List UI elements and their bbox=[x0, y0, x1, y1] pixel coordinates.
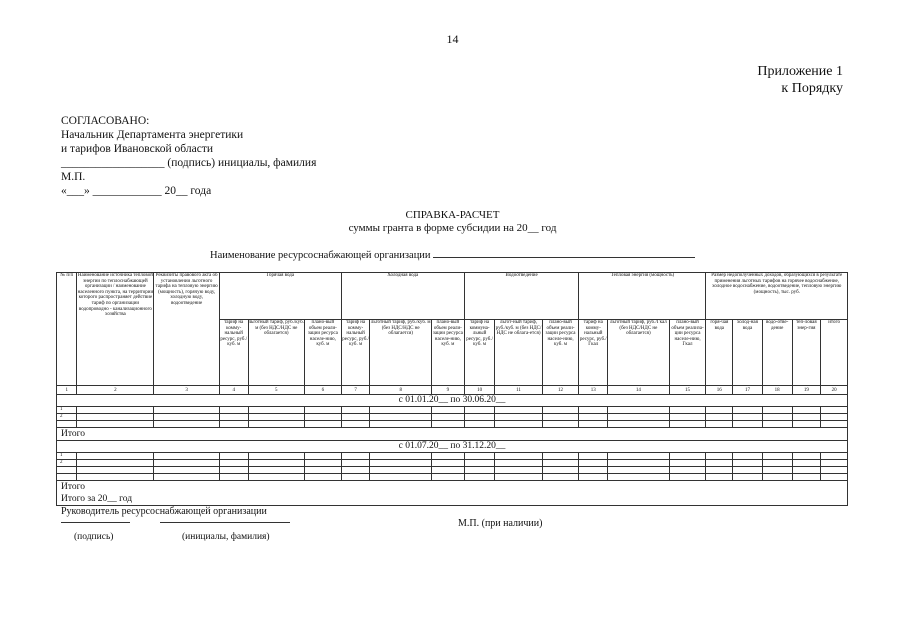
data-cell bbox=[219, 407, 248, 414]
data-cell bbox=[706, 474, 733, 481]
subheader-cell: горя-чая вода bbox=[706, 320, 733, 386]
data-cell bbox=[608, 407, 669, 414]
period-1-heading: с 01.01.20__ по 30.06.20__ bbox=[57, 395, 848, 407]
data-cell bbox=[341, 414, 370, 421]
data-cell bbox=[370, 467, 431, 474]
data-cell bbox=[733, 421, 763, 428]
subheader-cell: тариф на комму-нальный ресурс, руб./ Гкал bbox=[579, 320, 608, 386]
data-cell bbox=[248, 407, 304, 414]
organization-line bbox=[210, 247, 695, 261]
subheader-cell: тариф на коммуна-льный ресурс, руб./куб. м bbox=[464, 320, 495, 386]
data-cell bbox=[792, 467, 821, 474]
data-cell bbox=[431, 467, 464, 474]
data-cell bbox=[792, 407, 821, 414]
subheader-cell: льготный тариф, руб./куб. м (без НДС/НДС не облагается) bbox=[248, 320, 304, 386]
data-cell bbox=[495, 414, 542, 421]
header-hot-water: Горячая вода bbox=[219, 273, 341, 320]
column-number-cell: 20 bbox=[821, 386, 848, 395]
data-cell bbox=[341, 460, 370, 467]
data-cell bbox=[579, 407, 608, 414]
signature-caption: (подпись) bbox=[74, 532, 114, 542]
data-cell bbox=[304, 474, 341, 481]
data-cell bbox=[219, 467, 248, 474]
data-cell bbox=[792, 474, 821, 481]
column-number-cell: 7 bbox=[341, 386, 370, 395]
subsidy-table bbox=[56, 272, 848, 506]
data-cell bbox=[733, 407, 763, 414]
header-cold-water: Холодная вода bbox=[341, 273, 464, 320]
table-row bbox=[57, 467, 848, 474]
data-cell bbox=[733, 414, 763, 421]
data-cell bbox=[154, 414, 220, 421]
organization-label: Наименование ресурсоснабжающей организации bbox=[210, 250, 431, 261]
data-cell bbox=[821, 414, 848, 421]
data-cell bbox=[495, 474, 542, 481]
data-cell bbox=[762, 414, 792, 421]
data-cell bbox=[762, 474, 792, 481]
table-row bbox=[57, 414, 848, 421]
data-cell bbox=[219, 414, 248, 421]
data-cell bbox=[464, 421, 495, 428]
data-cell bbox=[821, 453, 848, 460]
subheader-cell: холод-ная вода bbox=[733, 320, 763, 386]
subheader-cell: итого bbox=[821, 320, 848, 386]
column-number-cell: 18 bbox=[762, 386, 792, 395]
data-cell bbox=[706, 414, 733, 421]
data-cell bbox=[219, 421, 248, 428]
data-cell bbox=[542, 474, 579, 481]
data-cell bbox=[792, 460, 821, 467]
title-line-2: суммы гранта в форме субсидии на 20__ год bbox=[348, 222, 557, 234]
approval-line-2: и тарифов Ивановской области bbox=[61, 143, 213, 155]
column-number-cell: 14 bbox=[608, 386, 669, 395]
column-number-cell: 8 bbox=[370, 386, 431, 395]
subheader-cell: плано-вый объем реали-зации ресурса населе-нию, куб. м bbox=[304, 320, 341, 386]
data-cell bbox=[431, 407, 464, 414]
data-cell bbox=[464, 460, 495, 467]
annex-line-2: к Порядку bbox=[781, 81, 843, 96]
data-cell bbox=[341, 474, 370, 481]
table-row bbox=[57, 460, 848, 467]
column-number-cell: 16 bbox=[706, 386, 733, 395]
data-cell bbox=[304, 407, 341, 414]
data-cell bbox=[495, 407, 542, 414]
data-cell bbox=[821, 474, 848, 481]
data-cell bbox=[495, 421, 542, 428]
header-source: Наименование источника тепловой энергии по теплоснабжающей организации / наименование населенного пункта, на территории которого распространяет действие тариф по организации водопроводно - канализационного хозяйства bbox=[77, 273, 154, 386]
initials-caption: (инициалы, фамилия) bbox=[182, 532, 270, 542]
column-number-cell: 6 bbox=[304, 386, 341, 395]
data-cell bbox=[495, 467, 542, 474]
data-cell bbox=[370, 474, 431, 481]
approval-block bbox=[61, 114, 316, 198]
data-cell bbox=[608, 421, 669, 428]
column-number-cell: 12 bbox=[542, 386, 579, 395]
data-cell bbox=[579, 414, 608, 421]
data-cell bbox=[77, 421, 154, 428]
column-number-cell: 11 bbox=[495, 386, 542, 395]
approval-date: «___» ____________ 20__ года bbox=[61, 185, 212, 197]
period-1-total: Итого bbox=[57, 428, 848, 441]
row-number-cell: 2 bbox=[57, 460, 77, 467]
data-cell bbox=[542, 414, 579, 421]
data-cell bbox=[579, 453, 608, 460]
data-cell bbox=[669, 421, 706, 428]
data-cell bbox=[792, 421, 821, 428]
data-cell bbox=[495, 453, 542, 460]
data-cell bbox=[608, 460, 669, 467]
data-cell bbox=[431, 453, 464, 460]
data-cell bbox=[154, 467, 220, 474]
data-cell bbox=[219, 460, 248, 467]
data-cell bbox=[370, 460, 431, 467]
organization-blank bbox=[433, 247, 695, 258]
subheader-cell: плано-вый объем реализа-ции ресурса населе-нию, Гкал bbox=[669, 320, 706, 386]
data-cell bbox=[464, 453, 495, 460]
approval-line-1: Начальник Департамента энергетики bbox=[61, 129, 244, 141]
data-cell bbox=[431, 414, 464, 421]
column-number-cell: 3 bbox=[154, 386, 220, 395]
data-cell bbox=[579, 460, 608, 467]
column-number-cell: 19 bbox=[792, 386, 821, 395]
data-cell bbox=[579, 474, 608, 481]
signature-line bbox=[61, 522, 130, 523]
data-cell bbox=[370, 453, 431, 460]
data-cell bbox=[733, 467, 763, 474]
data-cell bbox=[762, 467, 792, 474]
data-cell bbox=[579, 467, 608, 474]
data-cell bbox=[608, 414, 669, 421]
stamp-caption: М.П. (при наличии) bbox=[458, 518, 543, 529]
subheader-cell: тариф на комму-нальный ресурс, руб./куб. м bbox=[341, 320, 370, 386]
data-cell bbox=[706, 453, 733, 460]
subheader-cell: тариф на комму-нальный ресурс, руб./куб. м bbox=[219, 320, 248, 386]
data-cell bbox=[821, 407, 848, 414]
row-number-cell bbox=[57, 421, 77, 428]
initials-line bbox=[160, 522, 290, 523]
data-cell bbox=[821, 460, 848, 467]
annex-line-1: Приложение 1 bbox=[757, 64, 843, 79]
data-cell bbox=[579, 421, 608, 428]
subheader-cell: льготный тариф, руб./Гкал (без НДС/НДС не облагается) bbox=[608, 320, 669, 386]
subheader-cell: плано-вый объем реали-зации ресурса населе-нию, куб. м bbox=[431, 320, 464, 386]
period-2-total: Итого bbox=[57, 481, 848, 494]
data-cell bbox=[77, 460, 154, 467]
data-cell bbox=[77, 414, 154, 421]
table-row bbox=[57, 421, 848, 428]
data-cell bbox=[370, 407, 431, 414]
period-2-heading: с 01.07.20__ по 31.12.20__ bbox=[57, 441, 848, 453]
approval-signature-line: __________________ (подпись) инициалы, фамилия bbox=[61, 157, 317, 169]
data-cell bbox=[762, 407, 792, 414]
subheader-cell: теп-ловая энер-гия bbox=[792, 320, 821, 386]
data-cell bbox=[248, 421, 304, 428]
subheader-cell: льгот-ный тариф, руб./куб. м (без НДС/НДС не облага-ется) bbox=[495, 320, 542, 386]
data-cell bbox=[495, 460, 542, 467]
data-cell bbox=[464, 467, 495, 474]
data-cell bbox=[77, 474, 154, 481]
data-cell bbox=[762, 421, 792, 428]
data-cell bbox=[77, 467, 154, 474]
head-of-organization-label: Руководитель ресурсоснабжающей организации bbox=[61, 506, 267, 517]
data-cell bbox=[762, 460, 792, 467]
data-cell bbox=[154, 421, 220, 428]
approval-stamp: М.П. bbox=[61, 171, 86, 183]
header-heat-energy: Тепловая энергия (мощность) bbox=[579, 273, 706, 320]
data-cell bbox=[304, 421, 341, 428]
data-cell bbox=[792, 453, 821, 460]
data-cell bbox=[669, 414, 706, 421]
data-cell bbox=[304, 414, 341, 421]
data-cell bbox=[733, 460, 763, 467]
data-cell bbox=[219, 453, 248, 460]
row-number-cell: 1 bbox=[57, 453, 77, 460]
subheader-cell: плано-вый объем реали-зации ресурса населе-нию, куб. м bbox=[542, 320, 579, 386]
column-number-row bbox=[57, 386, 848, 395]
data-cell bbox=[154, 407, 220, 414]
header-legal-act: Реквизиты правового акта об установлении льготного тарифа на тепловую энергию (мощность), горячую воду, холодную воду, водоотведение bbox=[154, 273, 220, 386]
data-cell bbox=[792, 414, 821, 421]
year-total: Итого за 20__ год bbox=[57, 493, 848, 506]
title-line-1: СПРАВКА-РАСЧЕТ bbox=[405, 209, 500, 221]
data-cell bbox=[464, 474, 495, 481]
data-cell bbox=[706, 467, 733, 474]
document-title bbox=[0, 209, 905, 235]
column-number-cell: 9 bbox=[431, 386, 464, 395]
data-cell bbox=[248, 453, 304, 460]
data-cell bbox=[669, 460, 706, 467]
data-cell bbox=[464, 407, 495, 414]
subheader-cell: льготный тариф, руб./куб. м (без НДС/НДС не облагается) bbox=[370, 320, 431, 386]
data-cell bbox=[154, 474, 220, 481]
column-number-cell: 13 bbox=[579, 386, 608, 395]
data-cell bbox=[341, 453, 370, 460]
subheader-cell: водо-отве-дение bbox=[762, 320, 792, 386]
data-cell bbox=[669, 453, 706, 460]
data-cell bbox=[733, 474, 763, 481]
column-number-cell: 4 bbox=[219, 386, 248, 395]
data-cell bbox=[77, 407, 154, 414]
data-cell bbox=[608, 467, 669, 474]
header-number: № п/п bbox=[57, 273, 77, 386]
data-cell bbox=[706, 421, 733, 428]
data-cell bbox=[542, 453, 579, 460]
data-cell bbox=[669, 407, 706, 414]
data-cell bbox=[57, 474, 77, 481]
table-row bbox=[57, 453, 848, 460]
data-cell bbox=[821, 467, 848, 474]
annex-reference bbox=[757, 63, 843, 97]
table-row bbox=[57, 474, 848, 481]
data-cell bbox=[706, 407, 733, 414]
data-cell bbox=[154, 460, 220, 467]
data-cell bbox=[248, 467, 304, 474]
header-lost-income: Размер недополученных доходов, образующихся в результате применения льготных тарифов на горячее водоснабжение, холодное водоснабжение, водоотведение, тепловую энергию (мощность), тыс. руб. bbox=[706, 273, 848, 320]
row-number-cell: 1 bbox=[57, 407, 77, 414]
data-cell bbox=[341, 467, 370, 474]
column-number-cell: 15 bbox=[669, 386, 706, 395]
data-cell bbox=[542, 421, 579, 428]
row-number-cell bbox=[57, 467, 77, 474]
approval-heading: СОГЛАСОВАНО: bbox=[61, 115, 150, 127]
data-cell bbox=[542, 407, 579, 414]
data-cell bbox=[370, 421, 431, 428]
column-number-cell: 2 bbox=[77, 386, 154, 395]
data-cell bbox=[464, 414, 495, 421]
column-number-cell: 10 bbox=[464, 386, 495, 395]
data-cell bbox=[669, 467, 706, 474]
data-cell bbox=[706, 460, 733, 467]
data-cell bbox=[733, 453, 763, 460]
data-cell bbox=[542, 467, 579, 474]
column-number-cell: 1 bbox=[57, 386, 77, 395]
table-row bbox=[57, 407, 848, 414]
data-cell bbox=[154, 453, 220, 460]
row-number-cell: 2 bbox=[57, 414, 77, 421]
data-cell bbox=[608, 453, 669, 460]
data-cell bbox=[304, 460, 341, 467]
data-cell bbox=[431, 460, 464, 467]
column-number-cell: 5 bbox=[248, 386, 304, 395]
data-cell bbox=[304, 467, 341, 474]
data-cell bbox=[370, 414, 431, 421]
data-cell bbox=[248, 414, 304, 421]
data-cell bbox=[431, 474, 464, 481]
data-cell bbox=[341, 407, 370, 414]
data-cell bbox=[219, 474, 248, 481]
data-cell bbox=[608, 474, 669, 481]
data-cell bbox=[248, 474, 304, 481]
header-sewerage: Водоотведение bbox=[464, 273, 579, 320]
data-cell bbox=[821, 421, 848, 428]
column-number-cell: 17 bbox=[733, 386, 763, 395]
data-cell bbox=[542, 460, 579, 467]
data-cell bbox=[762, 453, 792, 460]
data-cell bbox=[669, 474, 706, 481]
data-cell bbox=[77, 453, 154, 460]
data-cell bbox=[341, 421, 370, 428]
data-cell bbox=[431, 421, 464, 428]
page-number: 14 bbox=[446, 32, 459, 46]
data-cell bbox=[304, 453, 341, 460]
data-cell bbox=[248, 460, 304, 467]
